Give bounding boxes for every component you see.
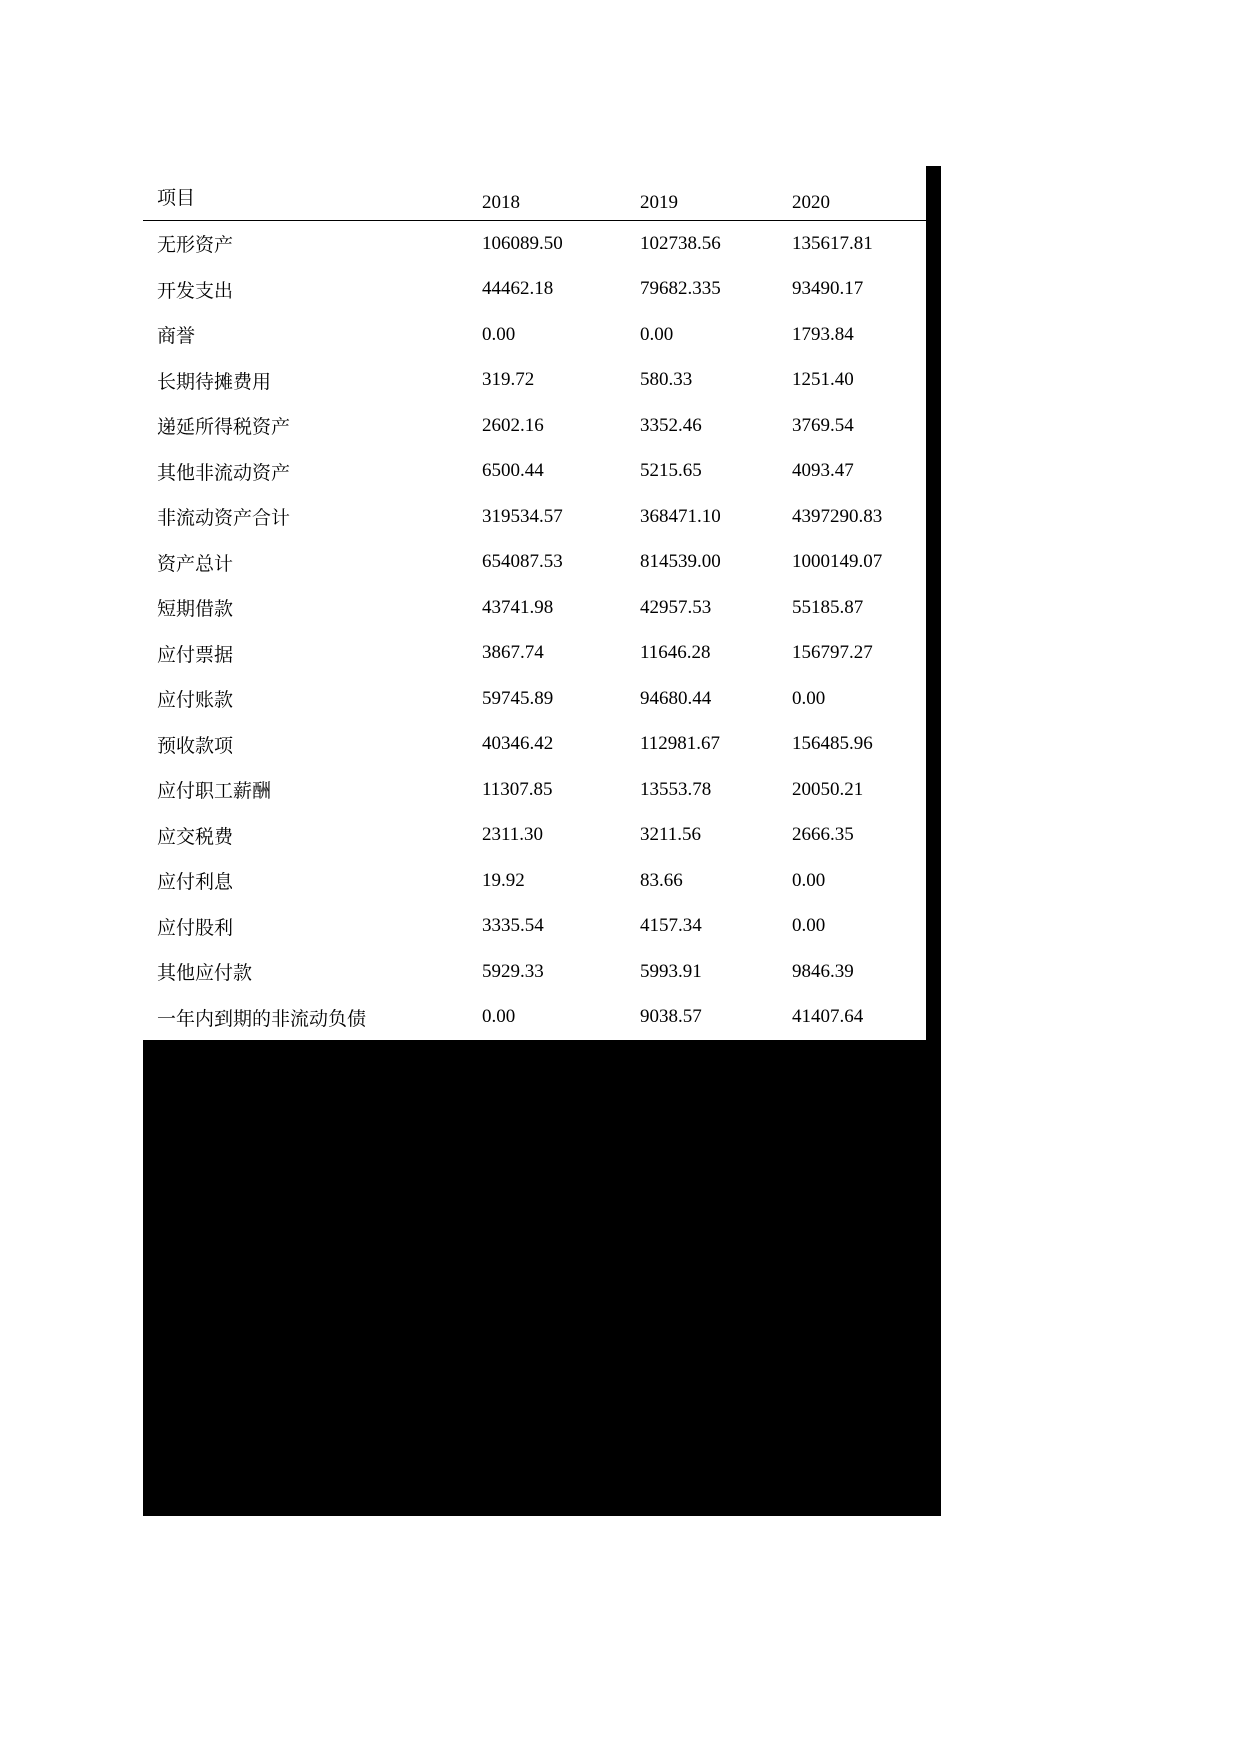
row-value-2020: 156485.96 — [792, 733, 873, 755]
row-value-2020: 4093.47 — [792, 460, 854, 482]
table-row — [143, 312, 926, 358]
row-value-2018: 0.00 — [482, 1006, 516, 1028]
row-value-2019: 814539.00 — [640, 551, 721, 573]
row-value-2018: 319534.57 — [482, 505, 563, 527]
row-value-2018: 654087.53 — [482, 551, 563, 573]
row-label: 应付职工薪酬 — [157, 781, 272, 803]
row-value-2018: 11307.85 — [482, 778, 553, 800]
row-value-2020: 41407.64 — [792, 1006, 864, 1028]
table-row — [143, 995, 926, 1041]
row-value-2019: 368471.10 — [640, 505, 721, 527]
row-value-2020: 1793.84 — [792, 323, 854, 345]
table-row — [143, 767, 926, 813]
table-body — [143, 221, 926, 1041]
table-row — [143, 494, 926, 540]
row-label: 无形资产 — [157, 235, 234, 257]
table-row — [143, 585, 926, 631]
row-label: 递延所得税资产 — [157, 417, 291, 439]
financial-table-container — [143, 166, 926, 1040]
row-value-2019: 3211.56 — [640, 824, 702, 846]
row-value-2018: 19.92 — [482, 869, 525, 891]
table-header — [143, 166, 926, 221]
row-label: 其他非流动资产 — [157, 462, 291, 484]
row-value-2020: 20050.21 — [792, 778, 864, 800]
row-value-2020: 9846.39 — [792, 960, 854, 982]
row-value-2019: 11646.28 — [640, 642, 711, 664]
table-row — [143, 904, 926, 950]
row-value-2020: 135617.81 — [792, 232, 873, 254]
row-value-2020: 0.00 — [792, 869, 826, 891]
row-label: 非流动资产合计 — [157, 508, 291, 530]
row-value-2019: 5215.65 — [640, 460, 702, 482]
row-value-2019: 580.33 — [640, 369, 693, 391]
table-row — [143, 221, 926, 267]
row-value-2019: 3352.46 — [640, 414, 702, 436]
row-value-2019: 42957.53 — [640, 596, 712, 618]
row-label: 应付股利 — [157, 917, 234, 939]
column-header-item: 项目 — [143, 166, 468, 221]
financial-table — [143, 166, 926, 1040]
row-value-2020: 156797.27 — [792, 642, 873, 664]
row-value-2018: 3867.74 — [482, 642, 544, 664]
row-label: 短期借款 — [157, 599, 234, 621]
row-value-2020: 1000149.07 — [792, 551, 883, 573]
row-label: 长期待摊费用 — [157, 371, 272, 393]
column-header-2019: 2019 — [626, 166, 778, 221]
row-value-2020: 0.00 — [792, 915, 826, 937]
row-value-2019: 9038.57 — [640, 1006, 702, 1028]
row-value-2018: 59745.89 — [482, 687, 554, 709]
row-value-2019: 112981.67 — [640, 733, 721, 755]
row-value-2019: 4157.34 — [640, 915, 702, 937]
table-row — [143, 722, 926, 768]
row-value-2019: 79682.335 — [640, 278, 721, 300]
row-value-2018: 319.72 — [482, 369, 535, 391]
row-value-2018: 43741.98 — [482, 596, 554, 618]
row-label: 资产总计 — [157, 553, 234, 575]
column-header-2020: 2020 — [778, 166, 926, 221]
row-label: 应交税费 — [157, 826, 234, 848]
table-row — [143, 267, 926, 313]
table-row — [143, 358, 926, 404]
table-row — [143, 858, 926, 904]
row-value-2019: 5993.91 — [640, 960, 702, 982]
table-row — [143, 540, 926, 586]
row-value-2019: 94680.44 — [640, 687, 712, 709]
table-row — [143, 403, 926, 449]
table-row — [143, 813, 926, 859]
row-value-2020: 55185.87 — [792, 596, 864, 618]
row-value-2018: 2602.16 — [482, 414, 544, 436]
row-value-2018: 0.00 — [482, 323, 516, 345]
row-value-2018: 6500.44 — [482, 460, 544, 482]
table-header-row — [143, 166, 926, 221]
row-value-2020: 93490.17 — [792, 278, 864, 300]
row-label: 一年内到期的非流动负债 — [157, 1008, 367, 1030]
row-value-2020: 4397290.83 — [792, 505, 883, 527]
row-label: 预收款项 — [157, 735, 234, 757]
row-value-2018: 44462.18 — [482, 278, 554, 300]
row-value-2018: 2311.30 — [482, 824, 544, 846]
column-header-2018: 2018 — [468, 166, 626, 221]
row-value-2019: 83.66 — [640, 869, 683, 891]
row-value-2018: 106089.50 — [482, 232, 563, 254]
row-label: 开发支出 — [157, 280, 234, 302]
row-value-2018: 3335.54 — [482, 915, 544, 937]
row-label: 应付利息 — [157, 872, 234, 894]
row-value-2019: 0.00 — [640, 323, 674, 345]
row-value-2020: 1251.40 — [792, 369, 854, 391]
row-label: 商誉 — [157, 326, 196, 348]
row-value-2018: 40346.42 — [482, 733, 554, 755]
row-value-2020: 0.00 — [792, 687, 826, 709]
row-value-2019: 102738.56 — [640, 232, 721, 254]
row-label: 其他应付款 — [157, 963, 253, 985]
row-label: 应付票据 — [157, 644, 234, 666]
table-row — [143, 676, 926, 722]
row-value-2018: 5929.33 — [482, 960, 544, 982]
row-value-2020: 3769.54 — [792, 414, 854, 436]
table-row — [143, 631, 926, 677]
row-label: 应付账款 — [157, 690, 234, 712]
table-row — [143, 449, 926, 495]
table-row — [143, 949, 926, 995]
row-value-2020: 2666.35 — [792, 824, 854, 846]
row-value-2019: 13553.78 — [640, 778, 712, 800]
